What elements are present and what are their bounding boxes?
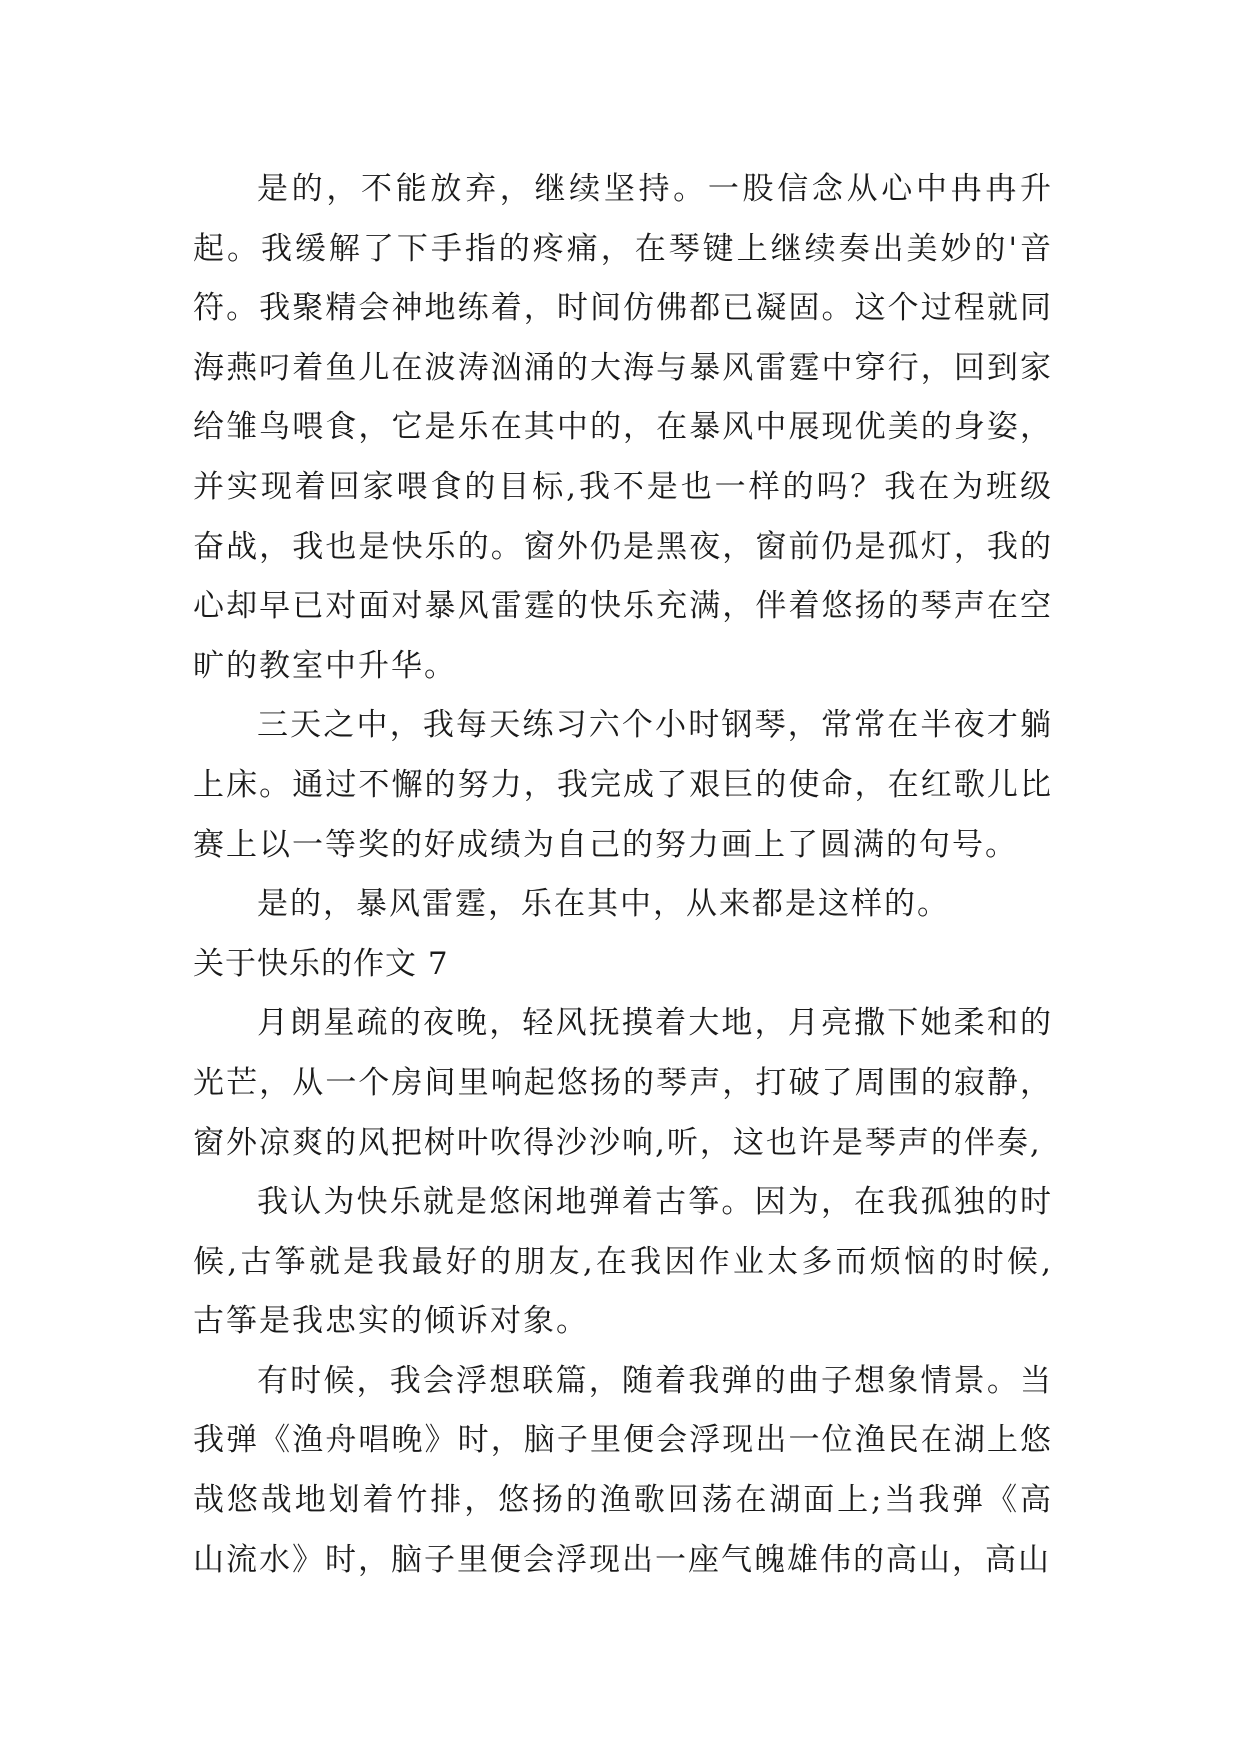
section-paragraph-3: 有时候，我会浮想联篇，随着我弹的曲子想象情景。当我弹《渔舟唱晚》时，脑子里便会浮现出一位渔民在湖上悠哉悠哉地划着竹排，悠扬的渔歌回荡在湖面上;当我弹《高山流水》时，脑子里便会浮现出一座气魄雄伟的高山，高山	[193, 1362, 1053, 1578]
section-title: 关于快乐的作文 7	[193, 945, 449, 982]
paragraph-3: 是的，暴风雷霆，乐在其中，从来都是这样的。	[257, 886, 950, 923]
section-paragraph-2: 我认为快乐就是悠闲地弹着古筝。因为，在我孤独的时候,古筝就是我最好的朋友,在我因作业太多而烦恼的时候,古筝是我忠实的倾诉对象。	[193, 1184, 1053, 1340]
document-body	[193, 160, 1053, 1590]
paragraph-1: 是的，不能放弃，继续坚持。一股信念从心中冉冉升起。我缓解了下手指的疼痛，在琴键上继续奏出美妙的'音符。我聚精会神地练着，时间仿佛都已凝固。这个过程就同海燕叼着鱼儿在波涛汹涌的大海与暴风雷霆中穿行，回到家给雏鸟喂食，它是乐在其中的，在暴风中展现优美的身姿，并实现着回家喂食的目标,我不是也一样的吗？我在为班级奋战，我也是快乐的。窗外仍是黑夜，窗前仍是孤灯，我的心却早已对面对暴风雷霆的快乐充满，伴着悠扬的琴声在空旷的教室中升华。	[193, 171, 1053, 684]
paragraph-2: 三天之中，我每天练习六个小时钢琴，常常在半夜才躺上床。通过不懈的努力，我完成了艰巨的使命，在红歌儿比赛上以一等奖的好成绩为自己的努力画上了圆满的句号。	[193, 707, 1053, 863]
section-paragraph-1: 月朗星疏的夜晚，轻风抚摸着大地，月亮撒下她柔和的光芒，从一个房间里响起悠扬的琴声，打破了周围的寂静，窗外凉爽的风把树叶吹得沙沙响,听，这也许是琴声的伴奏,	[193, 1005, 1053, 1161]
